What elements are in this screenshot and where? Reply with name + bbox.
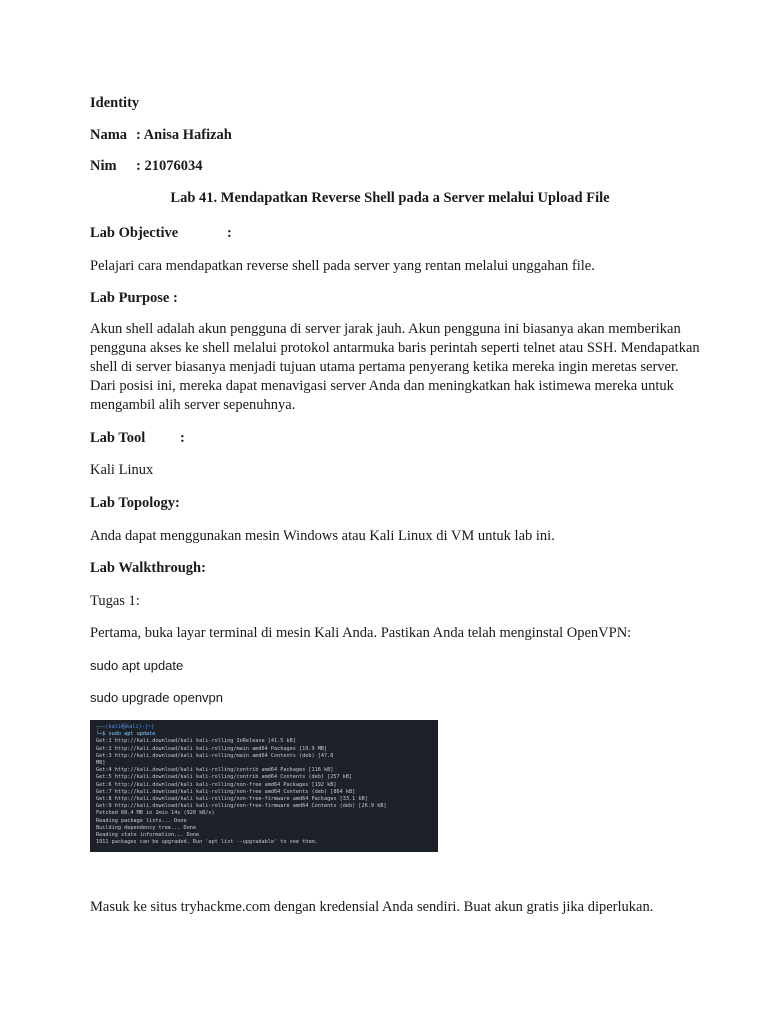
nim-value: : 21076034 — [136, 158, 203, 174]
terminal-output-line: Get:3 http://kali.download/kali kali-rolling/main amd64 Contents (deb) [47.8 — [96, 752, 334, 759]
walkthrough-heading: Lab Walkthrough: — [90, 560, 206, 576]
purpose-line: pengguna akses ke shell melalui protokol antarmuka baris perintah seperti telnet atau SSH. Mendapatkan — [90, 340, 700, 356]
terminal-output-line: Building dependency tree... Done — [96, 824, 196, 831]
terminal-output-line: MB] — [96, 760, 106, 767]
topology-text: Anda dapat menggunakan mesin Windows atau Kali Linux di VM untuk lab ini. — [90, 528, 555, 544]
terminal-output-line: Get:8 http://kali.download/kali kali-rolling/non-free-firmware amd64 Packages [33.1 kB] — [96, 796, 368, 803]
purpose-line: shell di server biasanya menjadi tujuan utama pertama penyerang ketika mereka ingin meretas server. — [90, 359, 679, 375]
terminal-output-line: Reading state information... Done — [96, 832, 200, 839]
final-instruction: Masuk ke situs tryhackme.com dengan kredensial Anda sendiri. Buat akun gratis jika diperlukan. — [90, 899, 654, 915]
instruction-text: Pertama, buka layar terminal di mesin Kali Anda. Pastikan Anda telah menginstal OpenVPN: — [90, 625, 632, 641]
identity-heading: Identity — [90, 95, 140, 111]
purpose-heading: Lab Purpose : — [90, 290, 178, 306]
terminal-output-line: Get:4 http://kali.download/kali kali-rolling/contrib amd64 Packages [116 kB] — [96, 767, 334, 774]
tool-text: Kali Linux — [90, 462, 154, 478]
tool-colon: : — [180, 430, 185, 446]
command-apt-update: sudo apt update — [90, 658, 184, 673]
name-value: : Anisa Hafizah — [136, 127, 232, 143]
nim-row — [90, 157, 202, 176]
tool-heading: Lab Tool — [90, 430, 146, 446]
objective-text: Pelajari cara mendapatkan reverse shell pada server yang rentan melalui unggahan file. — [90, 258, 595, 274]
terminal-output-line: 1911 packages can be upgraded. Run 'apt list --upgradable' to see them. — [96, 839, 318, 846]
objective-heading-row — [90, 224, 232, 243]
purpose-line: mengambil alih server sepenuhnya. — [90, 397, 296, 413]
terminal-output-line: Fetched 68.4 MB in 1min 14s (920 kB/s) — [96, 810, 215, 817]
terminal-command: └─$ sudo apt update — [96, 731, 156, 738]
objective-heading: Lab Objective — [90, 225, 179, 241]
objective-colon: : — [227, 225, 232, 241]
tool-heading-row — [90, 429, 185, 448]
name-row — [90, 126, 232, 145]
terminal-screenshot — [90, 720, 438, 852]
terminal-output-line: Get:2 http://kali.download/kali kali-rolling/main amd64 Packages [19.9 MB] — [96, 745, 328, 752]
name-label: Nama — [90, 127, 128, 143]
terminal-prompt: ┌──(kali㉿kali)-[~] — [96, 724, 155, 730]
terminal-output-line: Get:7 http://kali.download/kali kali-rolling/non-free amd64 Contents (deb) [864 kB] — [96, 788, 356, 795]
terminal-output-line: Get:5 http://kali.download/kali kali-rolling/contrib amd64 Contents (deb) [257 kB] — [96, 774, 353, 781]
document-title: Lab 41. Mendapatkan Reverse Shell pada a Server melalui Upload File — [170, 190, 610, 206]
purpose-paragraph — [90, 320, 700, 415]
task-label: Tugas 1: — [90, 593, 140, 609]
terminal-output-line: Reading package lists... Done — [96, 817, 187, 824]
terminal-output-line: Get:1 http://kali.download/kali kali-rolling InRelease [41.5 kB] — [96, 738, 296, 745]
command-upgrade-openvpn: sudo upgrade openvpn — [90, 690, 224, 705]
purpose-line: Dari posisi ini, mereka dapat menavigasi server Anda dan meningkatkan hak istimewa mereka untuk — [90, 378, 674, 394]
topology-heading: Lab Topology: — [90, 495, 180, 511]
terminal-output-line: Get:9 http://kali.download/kali kali-rolling/non-free-firmware amd64 Contents (deb) [26.9 kB] — [96, 803, 387, 810]
nim-label: Nim — [90, 158, 117, 174]
terminal-output-line: Get:6 http://kali.download/kali kali-rolling/non-free amd64 Packages [192 kB] — [96, 781, 337, 788]
purpose-line: Akun shell adalah akun pengguna di server jarak jauh. Akun pengguna ini biasanya akan memberikan — [90, 321, 681, 337]
